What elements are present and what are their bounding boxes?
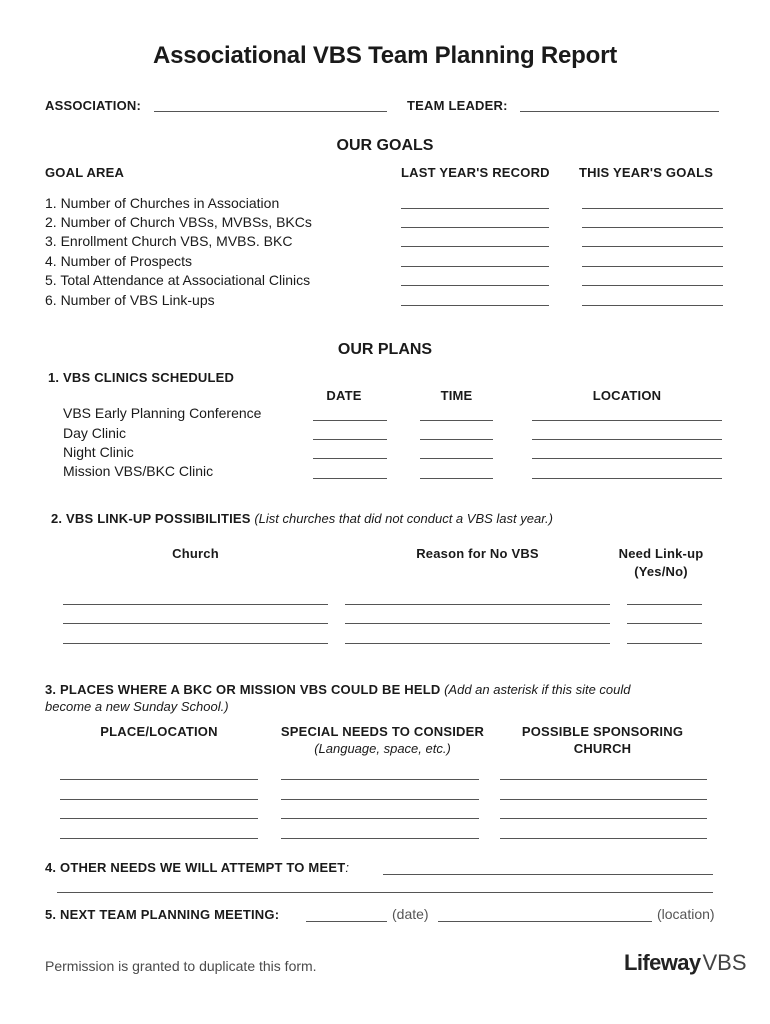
clinics-date-header: DATE bbox=[326, 388, 362, 403]
association-label: ASSOCIATION: bbox=[45, 98, 142, 113]
last-year-blank[interactable] bbox=[401, 246, 549, 247]
goals-heading: OUR GOALS bbox=[336, 137, 434, 154]
places-special-blank[interactable] bbox=[281, 779, 479, 780]
next-meeting-date-label: (date) bbox=[392, 906, 429, 922]
places-special-blank[interactable] bbox=[281, 838, 479, 839]
logo-vbs-text: VBS bbox=[702, 950, 747, 975]
this-year-blank[interactable] bbox=[582, 246, 723, 247]
plans-heading: OUR PLANS bbox=[337, 341, 433, 358]
next-meeting-location-field[interactable] bbox=[438, 921, 652, 922]
team-leader-label: TEAM LEADER: bbox=[407, 98, 508, 113]
places-location-header: PLACE/LOCATION bbox=[100, 724, 218, 739]
next-meeting-label: 5. NEXT TEAM PLANNING MEETING: bbox=[45, 907, 280, 922]
places-sponsor-header: POSSIBLE SPONSORING bbox=[521, 724, 684, 739]
goal-item: 5. Total Attendance at Associational Clinics bbox=[45, 272, 311, 288]
clinic-date-blank[interactable] bbox=[313, 439, 387, 440]
linkup-need-blank[interactable] bbox=[627, 604, 702, 605]
this-year-blank[interactable] bbox=[582, 266, 723, 267]
linkup-reason-header: Reason for No VBS bbox=[416, 546, 539, 561]
other-needs-field[interactable] bbox=[383, 874, 713, 875]
linkup-church-blank[interactable] bbox=[63, 604, 328, 605]
last-year-blank[interactable] bbox=[401, 305, 549, 306]
clinic-date-blank[interactable] bbox=[313, 458, 387, 459]
other-needs-label: 4. OTHER NEEDS WE WILL ATTEMPT TO MEET bbox=[45, 860, 346, 875]
logo-lifeway-text: Lifeway bbox=[624, 950, 701, 975]
places-sponsor-blank[interactable] bbox=[500, 838, 707, 839]
this-year-blank[interactable] bbox=[582, 208, 723, 209]
last-year-header: LAST YEAR'S RECORD bbox=[401, 165, 550, 180]
linkup-reason-blank[interactable] bbox=[345, 643, 610, 644]
lifeway-vbs-logo bbox=[624, 950, 747, 976]
places-location-blank[interactable] bbox=[60, 779, 258, 780]
places-location-blank[interactable] bbox=[60, 838, 258, 839]
other-needs-label-line bbox=[45, 860, 349, 875]
next-meeting-location-label: (location) bbox=[657, 906, 715, 922]
places-special-blank[interactable] bbox=[281, 799, 479, 800]
last-year-blank[interactable] bbox=[401, 266, 549, 267]
last-year-blank[interactable] bbox=[401, 285, 549, 286]
places-sponsor-blank[interactable] bbox=[500, 799, 707, 800]
linkup-note: (List churches that did not conduct a VBS last year.) bbox=[254, 511, 553, 526]
clinic-time-blank[interactable] bbox=[420, 439, 493, 440]
places-location-blank[interactable] bbox=[60, 799, 258, 800]
clinic-time-blank[interactable] bbox=[420, 458, 493, 459]
clinics-heading: 1. VBS CLINICS SCHEDULED bbox=[48, 370, 235, 385]
linkup-heading-line bbox=[51, 511, 553, 526]
places-special-blank[interactable] bbox=[281, 818, 479, 819]
clinics-location-header: LOCATION bbox=[592, 388, 662, 403]
clinic-location-blank[interactable] bbox=[532, 478, 722, 479]
other-needs-colon: : bbox=[345, 860, 349, 875]
linkup-reason-blank[interactable] bbox=[345, 604, 610, 605]
places-note-2: become a new Sunday School.) bbox=[45, 699, 229, 714]
linkup-need-header: Need Link-up bbox=[618, 546, 704, 561]
clinic-date-blank[interactable] bbox=[313, 420, 387, 421]
linkup-reason-blank[interactable] bbox=[345, 623, 610, 624]
places-heading-line bbox=[45, 682, 735, 697]
places-special-subheader: (Language, space, etc.) bbox=[314, 741, 451, 756]
next-meeting-date-field[interactable] bbox=[306, 921, 387, 922]
this-year-blank[interactable] bbox=[582, 305, 723, 306]
places-heading: 3. PLACES WHERE A BKC OR MISSION VBS COULD BE HELD bbox=[45, 682, 441, 697]
other-needs-field-2[interactable] bbox=[57, 892, 713, 893]
clinic-item: VBS Early Planning Conference bbox=[63, 405, 262, 421]
places-sponsor-blank[interactable] bbox=[500, 818, 707, 819]
this-year-blank[interactable] bbox=[582, 227, 723, 228]
clinics-time-header: TIME bbox=[440, 388, 473, 403]
clinic-time-blank[interactable] bbox=[420, 420, 493, 421]
linkup-church-blank[interactable] bbox=[63, 643, 328, 644]
clinic-item: Mission VBS/BKC Clinic bbox=[63, 463, 214, 479]
clinic-location-blank[interactable] bbox=[532, 458, 722, 459]
linkup-need-subheader: (Yes/No) bbox=[634, 564, 688, 579]
clinic-time-blank[interactable] bbox=[420, 478, 493, 479]
this-year-header: THIS YEAR'S GOALS bbox=[579, 165, 714, 180]
clinic-item: Night Clinic bbox=[63, 444, 134, 460]
linkup-church-header: Church bbox=[172, 546, 219, 561]
linkup-church-blank[interactable] bbox=[63, 623, 328, 624]
goal-item: 4. Number of Prospects bbox=[45, 253, 193, 269]
page-title: Associational VBS Team Planning Report bbox=[152, 42, 618, 69]
places-sponsor-subheader: CHURCH bbox=[573, 741, 632, 756]
linkup-heading: 2. VBS LINK-UP POSSIBILITIES bbox=[51, 511, 251, 526]
goal-area-header: GOAL AREA bbox=[45, 165, 125, 180]
places-sponsor-blank[interactable] bbox=[500, 779, 707, 780]
this-year-blank[interactable] bbox=[582, 285, 723, 286]
clinic-item: Day Clinic bbox=[63, 425, 127, 441]
team-leader-field[interactable] bbox=[520, 111, 719, 112]
clinic-location-blank[interactable] bbox=[532, 439, 722, 440]
clinic-location-blank[interactable] bbox=[532, 420, 722, 421]
last-year-blank[interactable] bbox=[401, 227, 549, 228]
places-location-blank[interactable] bbox=[60, 818, 258, 819]
goal-item: 1. Number of Churches in Association bbox=[45, 195, 280, 211]
goal-item: 6. Number of VBS Link-ups bbox=[45, 292, 215, 308]
goal-item: 2. Number of Church VBSs, MVBSs, BKCs bbox=[45, 214, 312, 230]
association-field[interactable] bbox=[154, 111, 387, 112]
goal-item: 3. Enrollment Church VBS, MVBS. BKC bbox=[45, 233, 293, 249]
permission-note: Permission is granted to duplicate this form. bbox=[45, 958, 317, 974]
clinic-date-blank[interactable] bbox=[313, 478, 387, 479]
last-year-blank[interactable] bbox=[401, 208, 549, 209]
places-note-1: (Add an asterisk if this site could bbox=[444, 682, 631, 697]
places-special-header: SPECIAL NEEDS TO CONSIDER bbox=[280, 724, 485, 739]
linkup-need-blank[interactable] bbox=[627, 623, 702, 624]
linkup-need-blank[interactable] bbox=[627, 643, 702, 644]
